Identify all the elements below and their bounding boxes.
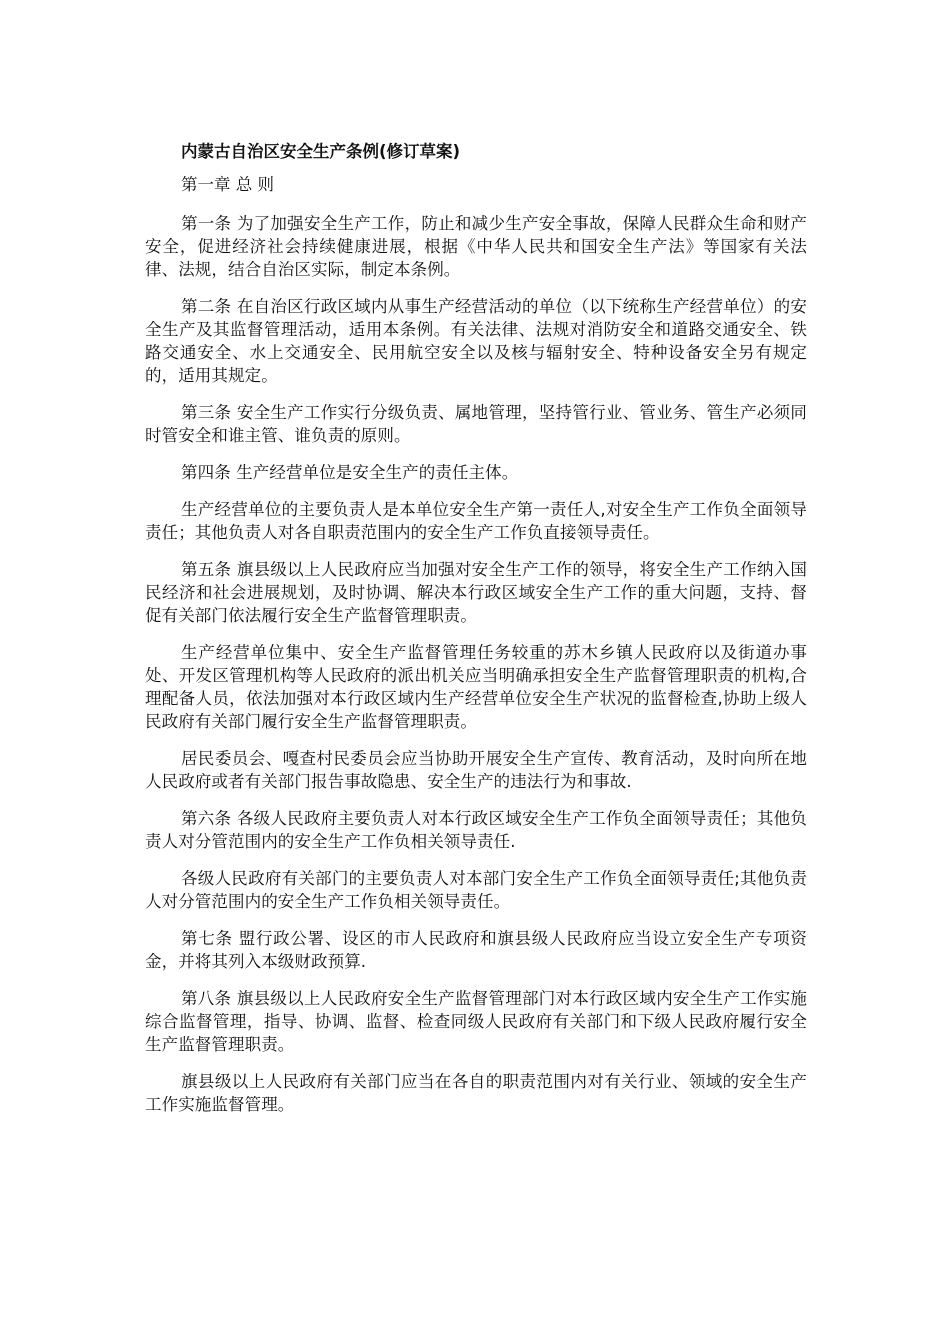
paragraph-article-4: 第四条 生产经营单位是安全生产的责任主体。 <box>181 463 519 482</box>
paragraph-article-6: 第六条 各级人民政府主要负责人对本行政区域安全生产工作负全面领导责任；其他负责人对分管范围内的安全生产工作负相关领导责任. <box>145 809 807 851</box>
document-page <box>145 140 807 1130</box>
document-title: 内蒙古自治区安全生产条例(修订草案) <box>181 142 461 161</box>
paragraph-article-5-cont-2: 居民委员会、嘎查村民委员会应当协助开展安全生产宣传、教育活动，及时向所在地人民政府或者有关部门报告事故隐患、安全生产的违法行为和事故. <box>145 749 807 791</box>
paragraph-article-1: 第一条 为了加强安全生产工作，防止和减少生产安全事故，保障人民群众生命和财产安全，促进经济社会持续健康进展，根据《中华人民共和国安全生产法》等国家有关法律、法规，结合自治区实际，制定本条例。 <box>145 214 807 279</box>
paragraph-article-5: 第五条 旗县级以上人民政府应当加强对安全生产工作的领导，将安全生产工作纳入国民经济和社会进展规划，及时协调、解决本行政区域安全生产工作的重大问题，支持、督促有关部门依法履行安全生产监督管理职责。 <box>145 560 807 625</box>
paragraph-article-5-cont-1: 生产经营单位集中、安全生产监督管理任务较重的苏木乡镇人民政府以及街道办事处、开发区管理机构等人民政府的派出机关应当明确承担安全生产监督管理职责的机构,合理配备人员，依法加强对本行政区域内生产经营单位安全生产状况的监督检查,协助上级人民政府有关部门履行安全生产监督管理职责。 <box>145 643 807 731</box>
paragraph-article-2: 第二条 在自治区行政区域内从事生产经营活动的单位（以下统称生产经营单位）的安全生产及其监督管理活动，适用本条例。有关法律、法规对消防安全和道路交通安全、铁路交通安全、水上交通安全、民用航空安全以及核与辐射安全、特种设备安全另有规定的，适用其规定。 <box>145 297 807 385</box>
paragraph-article-8: 第八条 旗县级以上人民政府安全生产监督管理部门对本行政区域内安全生产工作实施综合监督管理，指导、协调、监督、检查同级人民政府有关部门和下级人民政府履行安全生产监督管理职责。 <box>145 989 807 1054</box>
chapter-heading: 第一章 总 则 <box>181 175 274 194</box>
paragraph-article-8-cont: 旗县级以上人民政府有关部门应当在各自的职责范围内对有关行业、领域的安全生产工作实施监督管理。 <box>145 1072 807 1114</box>
paragraph-article-6-cont: 各级人民政府有关部门的主要负责人对本部门安全生产工作负全面领导责任;其他负责人对分管范围内的安全生产工作负相关领导责任。 <box>145 869 807 911</box>
paragraph-article-4-cont: 生产经营单位的主要负责人是本单位安全生产第一责任人,对安全生产工作负全面领导责任；其他负责人对各自职责范围内的安全生产工作负直接领导责任。 <box>145 500 807 542</box>
paragraph-article-7: 第七条 盟行政公署、设区的市人民政府和旗县级人民政府应当设立安全生产专项资金，并将其列入本级财政预算. <box>145 929 807 971</box>
paragraph-article-3: 第三条 安全生产工作实行分级负责、属地管理，坚持管行业、管业务、管生产必须同时管安全和谁主管、谁负责的原则。 <box>145 403 807 445</box>
